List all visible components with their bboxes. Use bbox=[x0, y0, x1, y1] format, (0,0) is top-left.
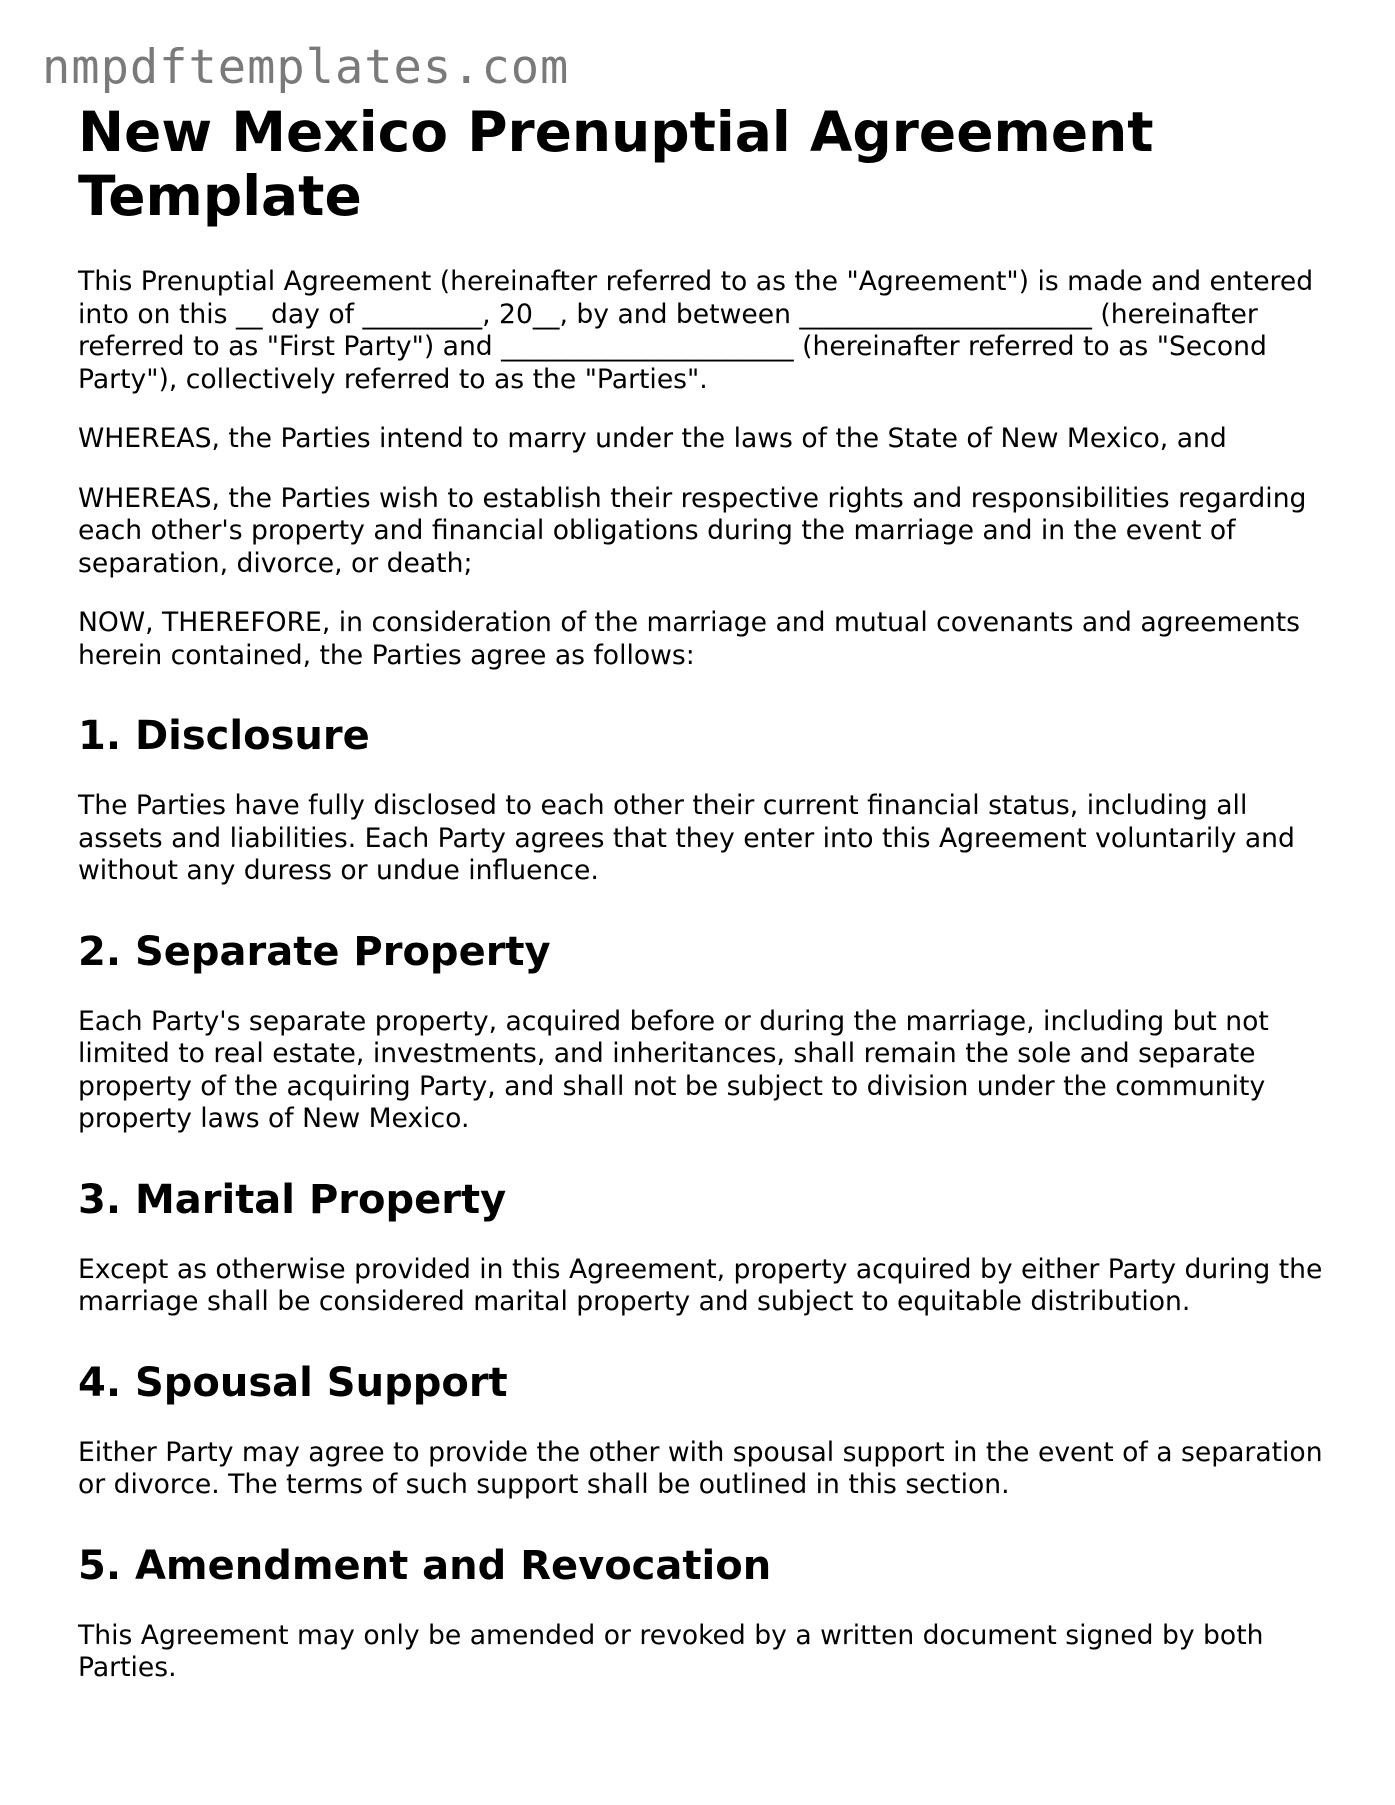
intro-paragraph-parties: This Prenuptial Agreement (hereinafter referred to as the "Agreement") is made and entered into on this __ day of _________, 20__, by and between ______________________ (hereinafter referred to as "First Party") and ______________________ (hereinafter referred to as "Second Party"), collectively referred to as the "Parties". bbox=[78, 266, 1314, 395]
section-disclosure bbox=[78, 712, 1328, 888]
section-heading: 2. Separate Property bbox=[78, 928, 551, 975]
section-amendment-revocation bbox=[78, 1542, 1328, 1685]
section-heading: 1. Disclosure bbox=[78, 713, 370, 759]
section-body: This Agreement may only be amended or revoked by a written document signed by both Parties. bbox=[78, 1619, 1264, 1683]
document-page bbox=[78, 100, 1328, 1685]
section-spousal-support bbox=[78, 1359, 1328, 1502]
section-body: Except as otherwise provided in this Agreement, property acquired by either Party during the marriage shall be considered marital property and subject to equitable distribution. bbox=[78, 1253, 1323, 1317]
section-separate-property bbox=[78, 928, 1328, 1136]
section-body: Each Party's separate property, acquired before or during the marriage, including but not limited to real estate, investments, and inheritances, shall remain the sole and separate property of the acquiring Party, and shall not be subject to division under the community property laws of New Mexico. bbox=[78, 1005, 1269, 1134]
whereas-marry-paragraph: WHEREAS, the Parties intend to marry under the laws of the State of New Mexico, and bbox=[78, 423, 1227, 454]
section-marital-property bbox=[78, 1176, 1328, 1319]
document-title: New Mexico Prenuptial Agreement Template bbox=[78, 100, 1154, 228]
whereas-rights-paragraph: WHEREAS, the Parties wish to establish their respective rights and responsibilities regarding each other's property and financial obligations during the marriage and in the event of separation, divorce, or death; bbox=[78, 482, 1307, 579]
section-body: The Parties have fully disclosed to each other their current financial status, including all assets and liabilities. Each Party agrees that they enter into this Agreement voluntarily and without any duress or undue influence. bbox=[78, 790, 1295, 886]
section-heading: 4. Spousal Support bbox=[78, 1359, 508, 1406]
section-heading: 3. Marital Property bbox=[78, 1176, 507, 1223]
section-body: Either Party may agree to provide the other with spousal support in the event of a separation or divorce. The terms of such support shall be outlined in this section. bbox=[78, 1436, 1323, 1500]
watermark: nmpdftemplates.com bbox=[42, 40, 570, 95]
section-heading: 5. Amendment and Revocation bbox=[78, 1542, 772, 1589]
now-therefore-paragraph: NOW, THEREFORE, in consideration of the marriage and mutual covenants and agreements herein contained, the Parties agree as follows: bbox=[78, 607, 1301, 671]
